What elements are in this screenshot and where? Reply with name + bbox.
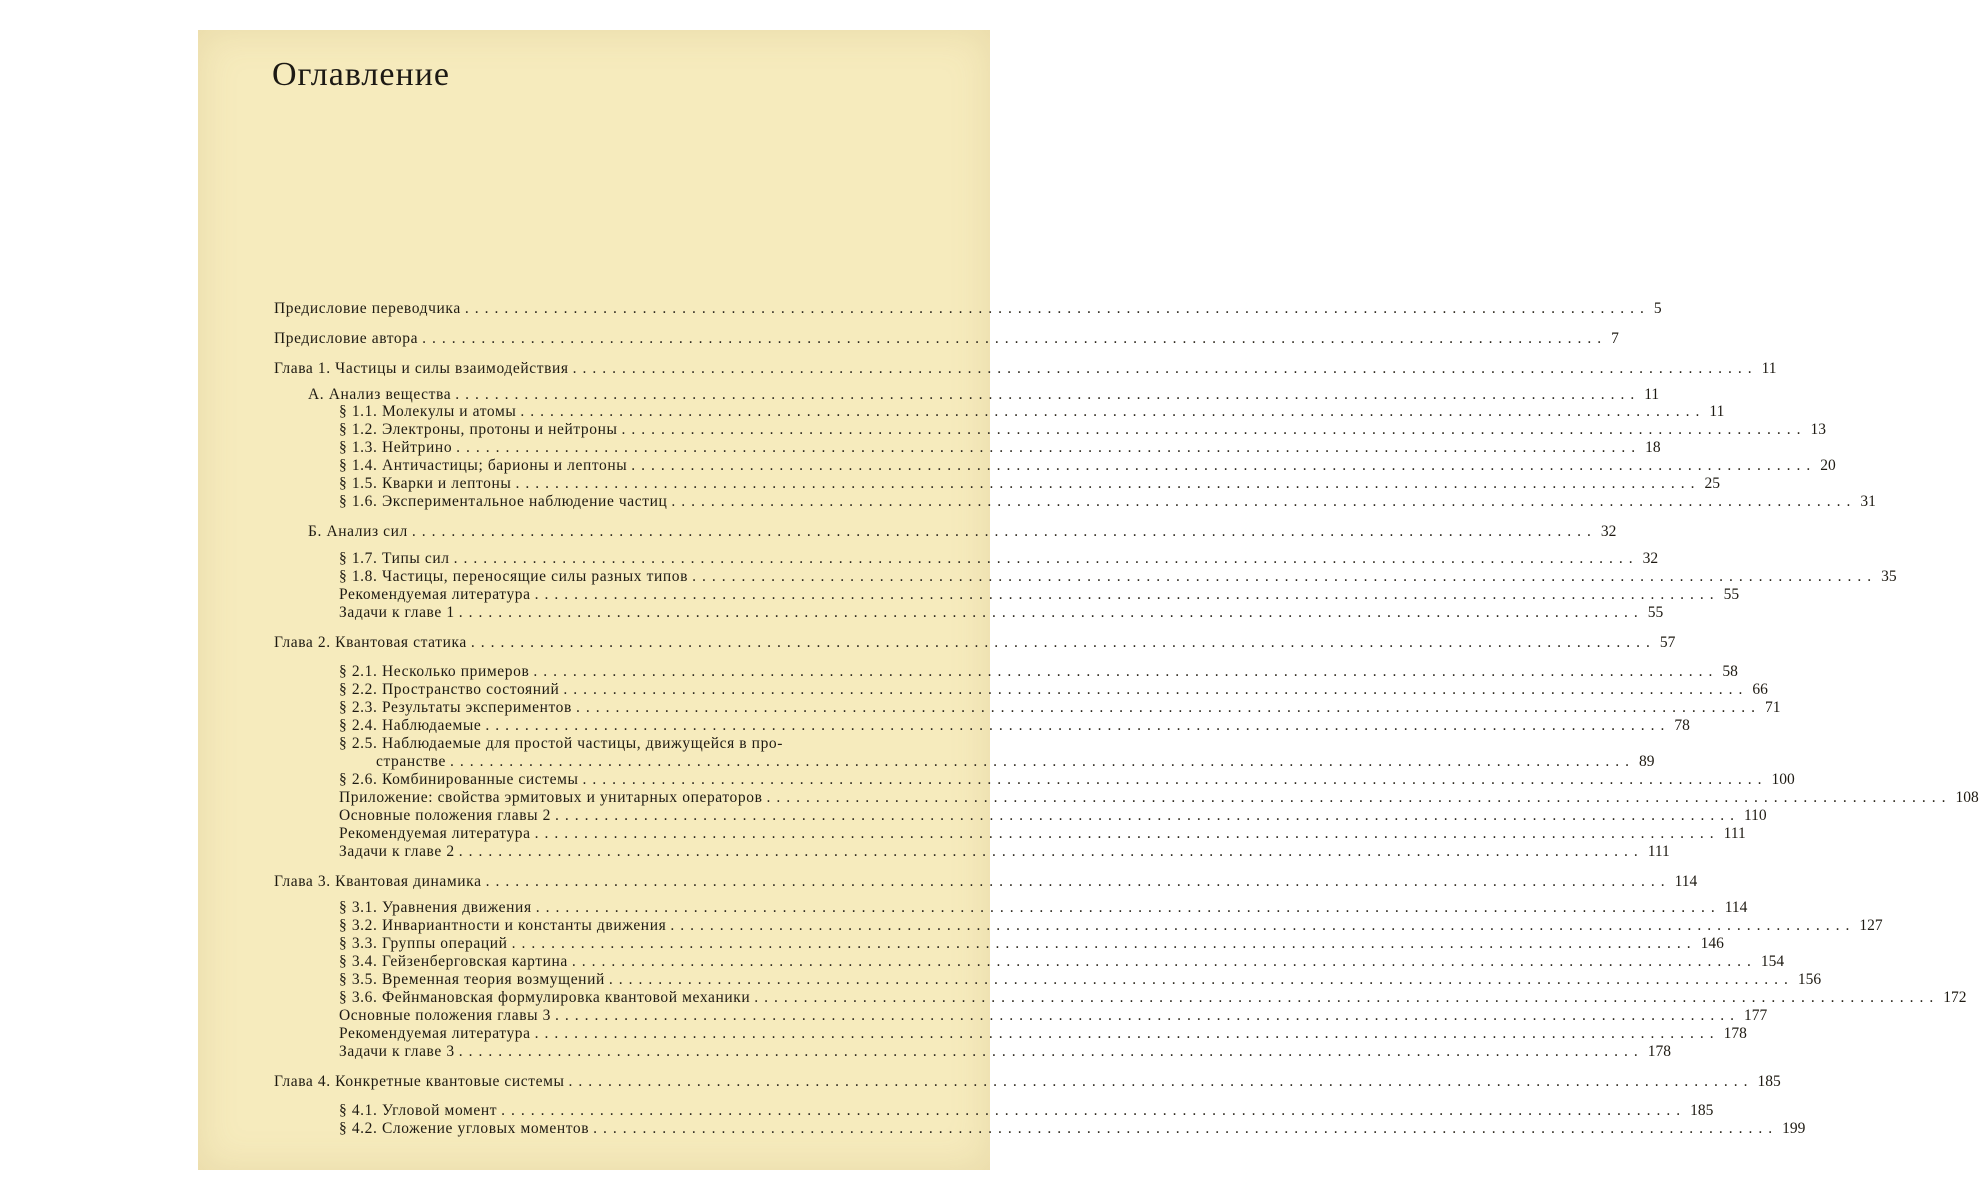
dot-leader: ........................................................................................................................ — [563, 681, 1749, 698]
toc-entry-label: Глава 4. Конкретные квантовые системы — [274, 1073, 565, 1090]
dot-leader: ........................................................................................................................ — [766, 789, 1952, 806]
toc-entry — [339, 568, 1897, 586]
toc-entry-page-number: 127 — [1859, 917, 1883, 934]
dot-leader: ........................................................................................................................ — [593, 1120, 1779, 1137]
toc-entry-page-number: 31 — [1860, 493, 1876, 510]
toc-entry-label: § 1.7. Типы сил — [339, 550, 450, 567]
toc-entry-label: § 2.1. Несколько примеров — [339, 663, 530, 680]
dot-leader: ........................................................................................................................ — [458, 1043, 1644, 1060]
dot-leader: ........................................................................................................................ — [411, 523, 1597, 540]
toc-entry-page-number: 13 — [1810, 421, 1827, 438]
toc-entry — [274, 873, 1698, 891]
toc-entry-page-number: 11 — [1709, 403, 1725, 420]
toc-entry — [339, 493, 1876, 511]
dot-leader: ........................................................................................................................ — [692, 568, 1878, 585]
toc-entry-label: § 1.3. Нейтрино — [339, 439, 453, 456]
dot-leader: ........................................................................................................................ — [520, 403, 1706, 420]
dot-leader: ........................................................................................................................ — [571, 953, 1757, 970]
toc-entry-page-number: 185 — [1757, 1073, 1781, 1090]
dot-leader: ........................................................................................................................ — [533, 663, 1719, 680]
dot-leader: ........................................................................................................................ — [456, 439, 1642, 456]
toc-entry-page-number: 185 — [1690, 1102, 1714, 1119]
dot-leader: ........................................................................................................................ — [501, 1102, 1687, 1119]
toc-entry-label: Рекомендуемая литература — [339, 825, 531, 842]
toc-entry-page-number: 11 — [1761, 360, 1777, 377]
toc-entry-page-number: 32 — [1600, 523, 1617, 540]
toc-entry-page-number: 55 — [1723, 586, 1740, 603]
dot-leader: ........................................................................................................................ — [575, 699, 1761, 716]
toc-entry-page-number: 55 — [1647, 604, 1664, 621]
page-title: Оглавление — [272, 56, 450, 93]
toc-entry-page-number: 18 — [1645, 439, 1661, 456]
toc-entry — [339, 550, 1659, 568]
dot-leader: ........................................................................................................................ — [670, 917, 1856, 934]
dot-leader: ........................................................................................................................ — [554, 1007, 1740, 1024]
toc-entry — [376, 753, 1655, 771]
toc-entry-page-number: 110 — [1743, 807, 1767, 824]
dot-leader: ........................................................................................................................ — [453, 550, 1639, 567]
dot-leader: ........................................................................................................................ — [534, 825, 1720, 842]
toc-entry-page-number: 32 — [1642, 550, 1659, 567]
dot-leader: ........................................................................................................................ — [485, 717, 1671, 734]
toc-entry — [339, 789, 1979, 807]
toc-entry-label: Рекомендуемая литература — [339, 586, 531, 603]
toc-entry-label: Глава 3. Квантовая динамика — [274, 873, 482, 890]
toc-entry — [339, 953, 1785, 971]
toc-entry-page-number: 114 — [1674, 873, 1698, 890]
toc-entry-label: § 2.2. Пространство состояний — [339, 681, 560, 698]
toc-entry — [339, 1120, 1806, 1138]
toc-entry — [339, 604, 1664, 622]
dot-leader: ........................................................................................................................ — [458, 843, 1644, 860]
toc-entry — [339, 899, 1748, 917]
toc-entry-page-number: 199 — [1782, 1120, 1806, 1137]
toc-entry — [339, 717, 1690, 735]
toc-entry-label: Предисловие автора — [274, 330, 419, 347]
toc-entry — [339, 421, 1827, 439]
toc-entry-label: § 2.3. Результаты экспериментов — [339, 699, 572, 716]
toc-entry — [339, 1043, 1671, 1061]
book-page — [198, 30, 1979, 1170]
toc-entry-page-number: 156 — [1797, 971, 1822, 988]
toc-entry-label: Основные положения главы 3 — [339, 1007, 551, 1024]
toc-entry-page-number: 58 — [1722, 663, 1738, 680]
toc-entry-page-number: 108 — [1955, 789, 1979, 806]
toc-entry-label: Б. Анализ сил — [308, 523, 408, 540]
toc-entry-page-number: 178 — [1647, 1043, 1671, 1060]
toc-entry-label: Рекомендуемая литература — [339, 1025, 531, 1042]
toc-entry-page-number: 78 — [1674, 717, 1690, 734]
toc-entry-label: Глава 1. Частицы и силы взаимодействия — [274, 360, 569, 377]
dot-leader: ........................................................................................................................ — [485, 873, 1671, 890]
toc-entry-label: § 3.5. Временная теория возмущений — [339, 971, 605, 988]
toc-entry — [308, 523, 1617, 541]
toc-entry — [274, 330, 1619, 348]
toc-entry-label: Глава 2. Квантовая статика — [274, 634, 467, 651]
dot-leader: ........................................................................................................................ — [608, 971, 1794, 988]
toc-entry-label: А. Анализ вещества — [308, 386, 452, 403]
toc-entry-page-number: 89 — [1638, 753, 1655, 770]
toc-entry-page-number: 20 — [1820, 457, 1836, 474]
toc-entry-page-number: 111 — [1723, 825, 1746, 842]
toc-entry-page-number: 5 — [1653, 300, 1662, 317]
toc-entry — [339, 807, 1767, 825]
toc-entry — [339, 917, 1883, 935]
toc-entry-label: § 1.6. Экспериментальное наблюдение частиц — [339, 493, 668, 510]
toc-entry-page-number: 66 — [1752, 681, 1768, 698]
toc-entry-label: § 1.8. Частицы, переносящие силы разных типов — [339, 568, 689, 585]
toc-entry — [339, 699, 1781, 717]
dot-leader: ........................................................................................................................ — [754, 989, 1940, 1006]
dot-leader: ........................................................................................................................ — [449, 753, 1635, 770]
dot-leader: ........................................................................................................................ — [631, 457, 1817, 474]
toc-entry — [339, 1007, 1768, 1025]
toc-entry — [339, 1102, 1714, 1120]
dot-leader: ........................................................................................................................ — [455, 386, 1641, 403]
toc-entry-page-number: 57 — [1659, 634, 1676, 651]
toc-entry-page-number: 7 — [1611, 330, 1619, 347]
toc-entry-label: § 3.6. Фейнмановская формулировка квантовой механики — [339, 989, 751, 1006]
toc-entry-label: § 4.1. Угловой момент — [339, 1102, 498, 1119]
toc-entry-label: § 2.6. Комбинированные системы — [339, 771, 579, 788]
toc-entry-label: § 3.4. Гейзенберговская картина — [339, 953, 568, 970]
toc-entry-label: странстве — [376, 753, 446, 770]
toc-entry — [274, 1073, 1781, 1091]
toc-entry — [274, 360, 1777, 378]
toc-entry-label: § 2.4. Наблюдаемые — [339, 717, 482, 734]
toc-entry-label: § 3.1. Уравнения движения — [339, 899, 532, 916]
toc-entry — [339, 843, 1670, 861]
toc-entry-label: Основные положения главы 2 — [339, 807, 551, 824]
dot-leader: ........................................................................................................................ — [568, 1073, 1754, 1090]
toc-entry-page-number: 71 — [1764, 699, 1781, 716]
toc-entry — [339, 825, 1746, 843]
toc-entry — [339, 403, 1725, 421]
toc-entry — [339, 663, 1738, 681]
toc-entry-label: Приложение: свойства эрмитовых и унитарных операторов — [339, 789, 763, 806]
toc-entry — [339, 735, 944, 753]
toc-entry-page-number: 154 — [1760, 953, 1785, 970]
toc-entry-page-number: 178 — [1723, 1025, 1747, 1042]
toc-entry-page-number: 172 — [1943, 989, 1967, 1006]
toc-entry-label: § 1.2. Электроны, протоны и нейтроны — [339, 421, 618, 438]
dot-leader: ........................................................................................................................ — [582, 771, 1768, 788]
dot-leader: ........................................................................................................................ — [515, 475, 1701, 492]
dot-leader: ........................................................................................................................ — [511, 935, 1697, 952]
toc-entry — [339, 935, 1724, 953]
toc-entry-label: § 3.2. Инвариантности и константы движения — [339, 917, 667, 934]
toc-entry-label: Задачи к главе 3 — [339, 1043, 455, 1060]
toc-entry — [339, 771, 1795, 789]
dot-leader: ........................................................................................................................ — [621, 421, 1807, 438]
dot-leader: ........................................................................................................................ — [422, 330, 1608, 347]
toc-entry-page-number: 146 — [1700, 935, 1724, 952]
toc-entry-page-number: 177 — [1743, 1007, 1768, 1024]
toc-entry — [339, 971, 1822, 989]
dot-leader: ........................................................................................................................ — [470, 634, 1656, 651]
toc-entry — [339, 1025, 1747, 1043]
toc-entry-label: § 3.3. Группы операций — [339, 935, 508, 952]
toc-entry-page-number: 111 — [1647, 843, 1670, 860]
toc-entry-label: Задачи к главе 1 — [339, 604, 455, 621]
toc-entry — [339, 457, 1836, 475]
toc-entry-page-number: 25 — [1704, 475, 1720, 492]
toc-entry-label: § 1.4. Античастицы; барионы и лептоны — [339, 457, 628, 474]
toc-entry-page-number: 35 — [1881, 568, 1897, 585]
toc-entry — [274, 634, 1676, 652]
toc-entry — [339, 681, 1768, 699]
toc-entry-page-number: 114 — [1724, 899, 1748, 916]
toc-entry-label: § 1.5. Кварки и лептоны — [339, 475, 512, 492]
toc-entry-label: § 4.2. Сложение угловых моментов — [339, 1120, 590, 1137]
dot-leader: ........................................................................................................................ — [535, 899, 1721, 916]
toc-entry-label: Предисловие переводчика — [274, 300, 461, 317]
dot-leader: ........................................................................................................................ — [534, 586, 1720, 603]
toc-entry-label: Задачи к главе 2 — [339, 843, 455, 860]
dot-leader: ........................................................................................................................ — [458, 604, 1644, 621]
toc-entry — [339, 989, 1967, 1007]
toc-entry — [339, 439, 1661, 457]
toc-entry-label: § 1.1. Молекулы и атомы — [339, 403, 517, 420]
toc-entry-label: § 2.5. Наблюдаемые для простой частицы, движущейся в про- — [339, 735, 784, 752]
toc-entry — [339, 475, 1720, 493]
toc-entry — [274, 300, 1662, 318]
toc-entry-page-number: 100 — [1771, 771, 1795, 788]
toc-entry — [308, 386, 1660, 404]
toc-entry — [339, 586, 1740, 604]
dot-leader: ........................................................................................................................ — [464, 300, 1650, 317]
toc-entry-page-number: 11 — [1644, 386, 1660, 403]
dot-leader: ........................................................................................................................ — [671, 493, 1857, 510]
dot-leader: ........................................................................................................................ — [572, 360, 1758, 377]
dot-leader: ........................................................................................................................ — [534, 1025, 1720, 1042]
dot-leader: ........................................................................................................................ — [554, 807, 1740, 824]
